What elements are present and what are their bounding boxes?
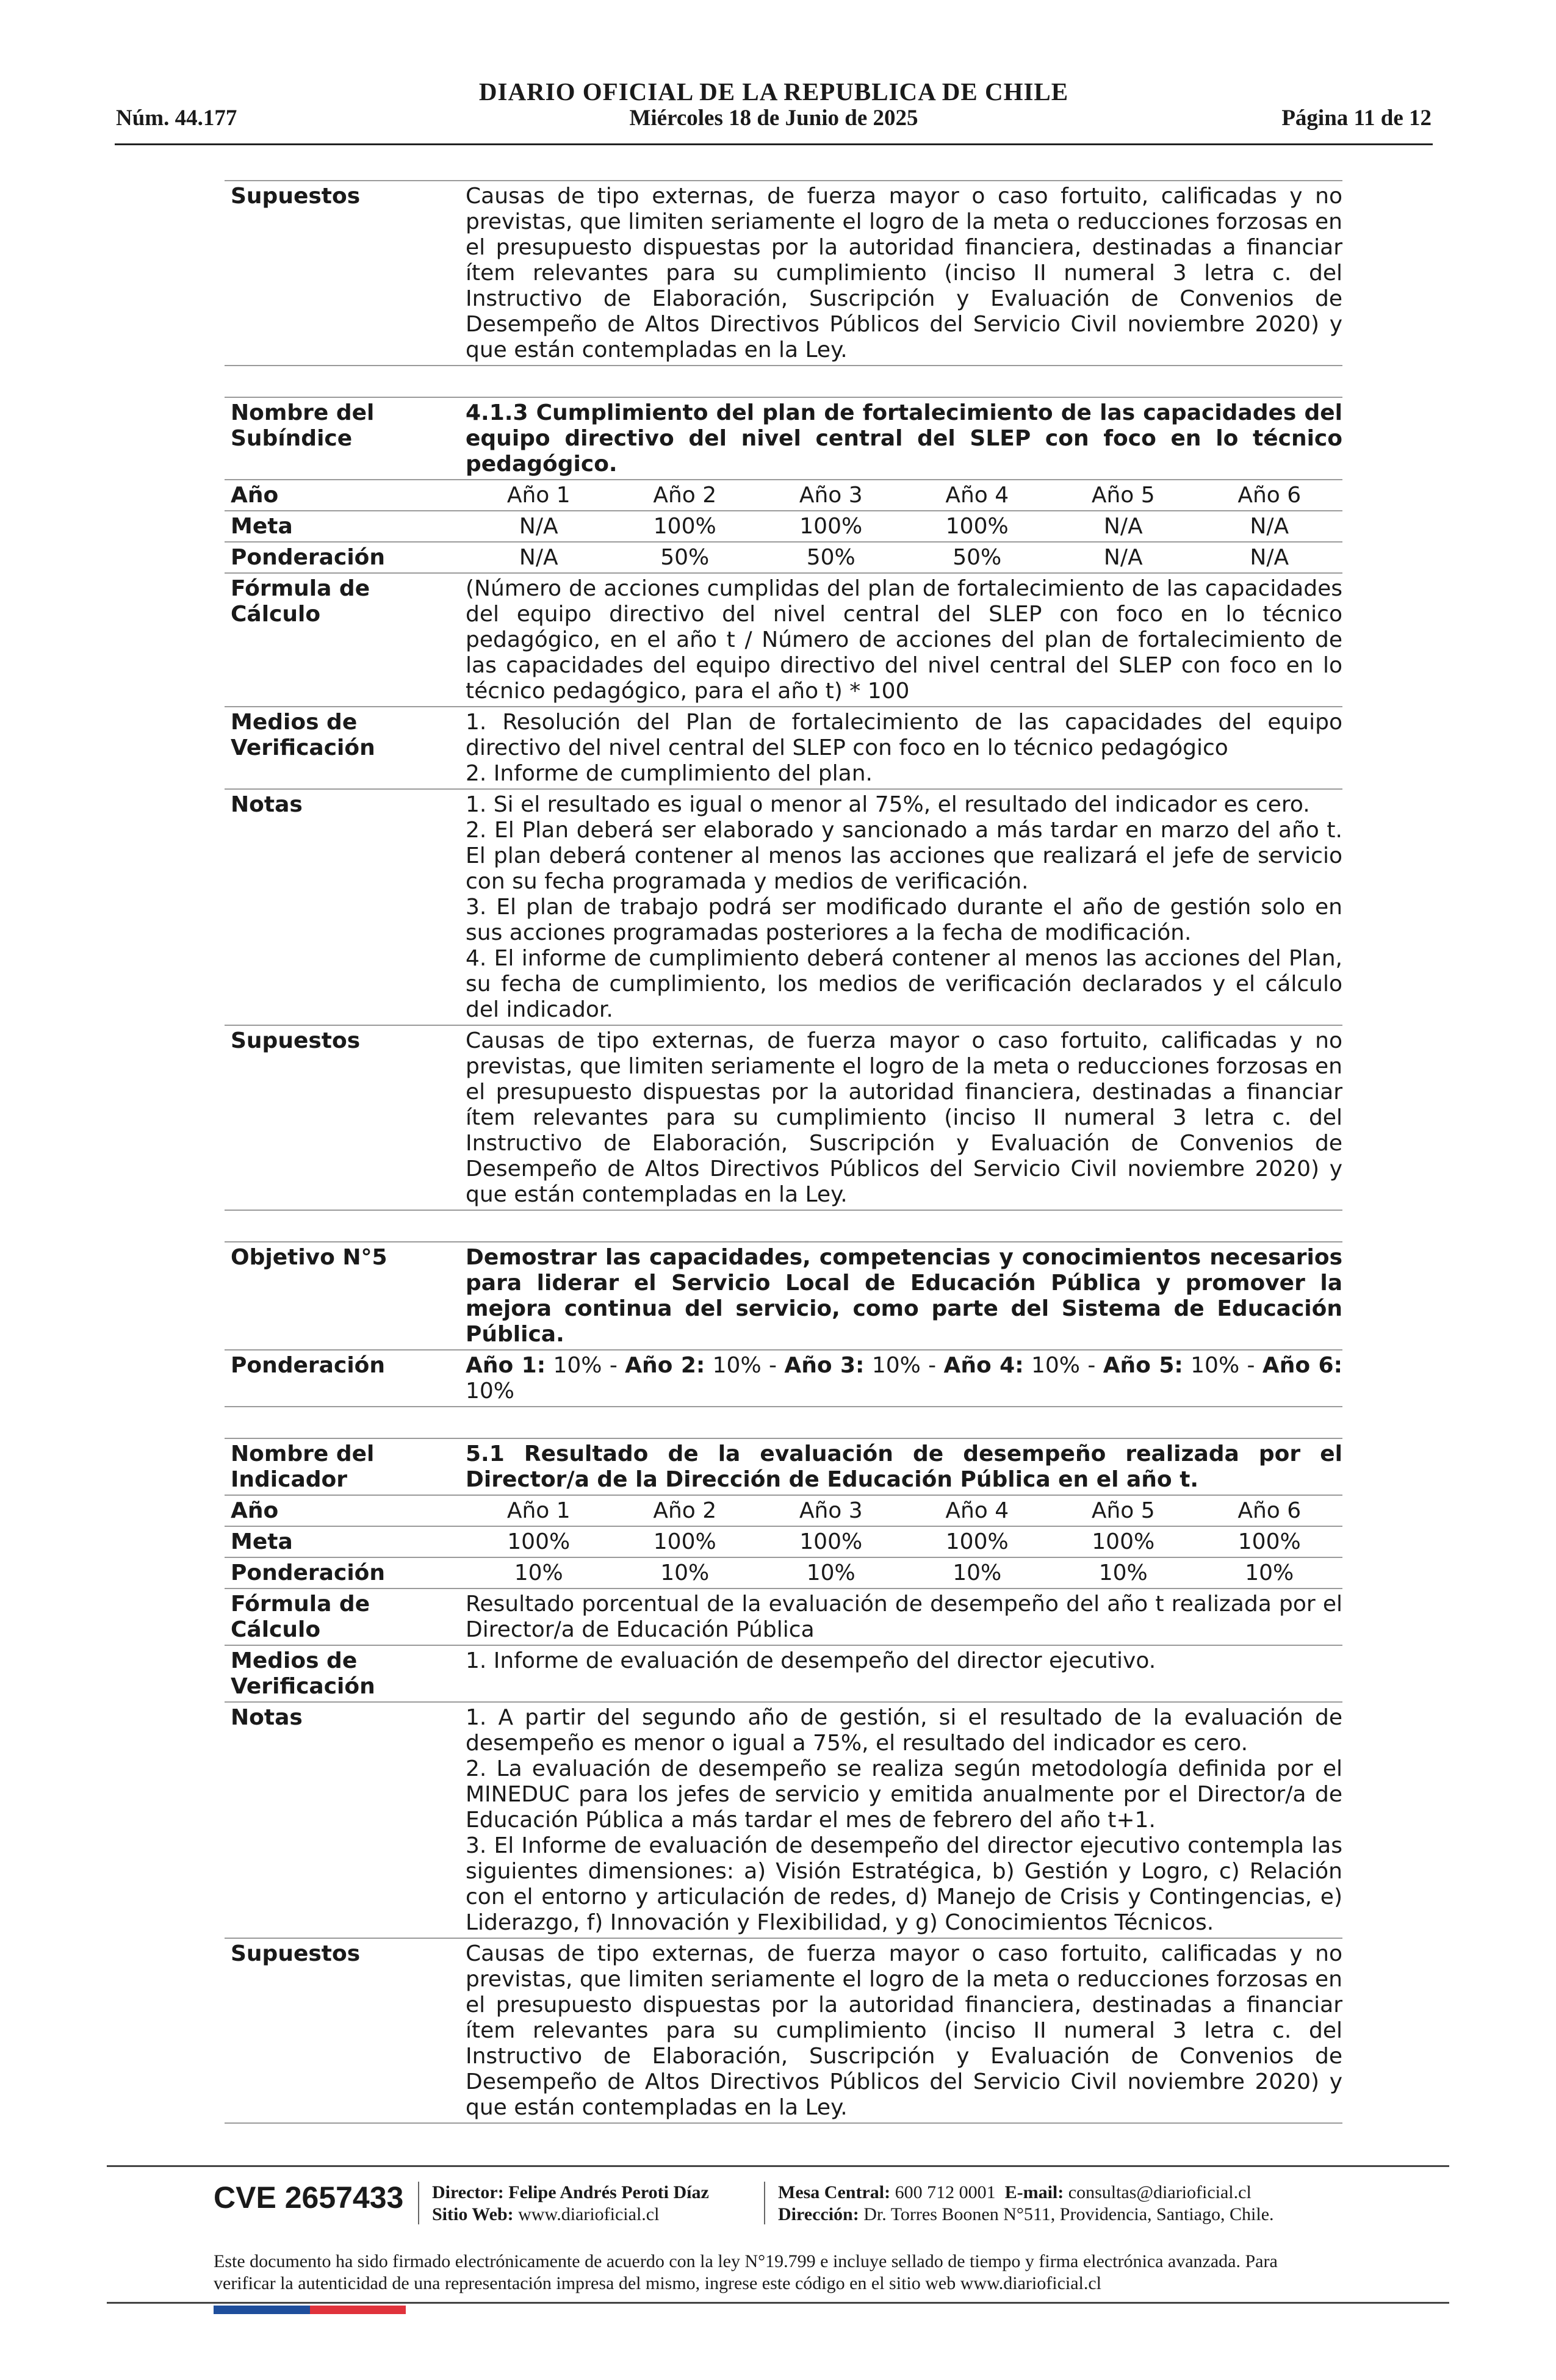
- notas-label: Notas: [231, 1705, 303, 1730]
- ponderacion-row: [225, 1557, 1342, 1588]
- pond-sep: -: [602, 1353, 625, 1378]
- supuestos-label: Supuestos: [231, 1941, 361, 1966]
- pond-sep: -: [1239, 1353, 1262, 1378]
- pond-year: Año 1:: [466, 1353, 546, 1378]
- footer-contact-info: [778, 2182, 1274, 2226]
- year-row: [225, 479, 1342, 510]
- year-cell: Año 3: [799, 483, 863, 508]
- medios-item: 2. Informe de cumplimiento del plan.: [466, 761, 873, 786]
- year-cell: Año 5: [1091, 483, 1155, 508]
- ponderacion-cell: 10%: [660, 1560, 710, 1585]
- pond-value: 10%: [712, 1353, 762, 1378]
- year-cell: Año 2: [653, 1498, 717, 1523]
- cve-code: CVE 2657433: [214, 2180, 404, 2215]
- nota-item: 2. La evaluación de desempeño se realiza según metodología definida por el MINEDUC para los jefes de servicio y emitida anualmente por el Director/a de Educación Pública a más tardar el mes de febrero del año t+1.: [466, 1756, 1342, 1833]
- footer-separator: [764, 2182, 765, 2224]
- nota-item: 4. El informe de cumplimiento deberá contener al menos las acciones del Plan, su fecha de cumplimiento, los medios de verificación declarados y el cálculo del indicador.: [466, 946, 1342, 1022]
- objetivo-ponderacion-value: [466, 1353, 1342, 1404]
- notas-row: [225, 1701, 1342, 1938]
- pond-sep: -: [761, 1353, 785, 1378]
- ponderacion-cell: N/A: [519, 545, 558, 570]
- legal-notice: Este documento ha sido firmado electrónicamente de acuerdo con la ley N°19.799 e incluye sellado de tiempo y firma electrónica avanzada. Para verificar la autenticidad de una representación impresa del mismo, ingrese este código en el sitio web www.diarioficial.cl: [214, 2251, 1278, 2293]
- pond-value: 10%: [1031, 1353, 1080, 1378]
- year-label: Año: [231, 483, 279, 508]
- year-cell: Año 5: [1091, 1498, 1155, 1523]
- medios-label: Medios de Verificación: [231, 710, 375, 760]
- medios-label: Medios de Verificación: [231, 1648, 375, 1699]
- supuestos-row: [225, 180, 1342, 366]
- nota-item: 1. A partir del segundo año de gestión, si el resultado de la evaluación de desempeño es menor o igual a 75%, el resultado del indicador es cero.: [466, 1705, 1342, 1756]
- name-value: 4.1.3 Cumplimiento del plan de fortalecimiento de las capacidades del equipo directivo del nivel central del SLEP con foco en lo técnico pedagógico.: [466, 400, 1342, 477]
- year-cell: Año 1: [506, 483, 571, 508]
- footer-bottom-divider: [107, 2302, 1449, 2304]
- mesa-value: 600 712 0001: [895, 2182, 996, 2202]
- supuestos-row: [225, 1025, 1342, 1211]
- name-value: 5.1 Resultado de la evaluación de desempeño realizada por el Director/a de la Dirección de Educación Pública en el año t.: [466, 1441, 1342, 1492]
- objetivo-block-5: [225, 1241, 1342, 1407]
- meta-cell: N/A: [1103, 514, 1143, 539]
- pond-year: Año 4:: [943, 1353, 1024, 1378]
- formula-row: [225, 572, 1342, 706]
- pond-sep: -: [1080, 1353, 1103, 1378]
- objetivo-row: [225, 1241, 1342, 1349]
- pond-year: Año 6:: [1262, 1353, 1342, 1378]
- ponderacion-cell: 10%: [514, 1560, 563, 1585]
- meta-cell: 100%: [945, 514, 1009, 539]
- medios-text: 1. Informe de evaluación de desempeño del director ejecutivo.: [466, 1648, 1156, 1673]
- supuestos-text: Causas de tipo externas, de fuerza mayor o caso fortuito, calificadas y no previstas, que limiten seriamente el logro de la meta o reducciones forzosas en el presupuesto dispuestas por la autoridad financiera, destinadas a financiar ítem relevantes para su cumplimiento (inciso II numeral 3 letra c. del Instructivo de Elaboración, Suscripción y Evaluación de Convenios de Desempeño de Altos Directivos Públicos del Servicio Civil noviembre 2020) y que están contempladas en la Ley.: [466, 1028, 1342, 1207]
- name-label: Nombre del Indicador: [231, 1441, 375, 1492]
- mesa-label: Mesa Central:: [778, 2182, 891, 2202]
- meta-cell: 100%: [799, 1529, 863, 1554]
- formula-row: [225, 1588, 1342, 1645]
- pond-value: 10%: [553, 1353, 602, 1378]
- supuestos-text: Causas de tipo externas, de fuerza mayor o caso fortuito, calificadas y no previstas, que limiten seriamente el logro de la meta o reducciones forzosas en el presupuesto dispuestas por la autoridad financiera, destinadas a financiar ítem relevantes para su cumplimiento (inciso II numeral 3 letra c. del Instructivo de Elaboración, Suscripción y Evaluación de Convenios de Desempeño de Altos Directivos Públicos del Servicio Civil noviembre 2020) y que están contempladas en la Ley.: [466, 184, 1342, 362]
- footer-divider: [107, 2165, 1449, 2167]
- nota-item: 1. Si el resultado es igual o menor al 75%, el resultado del indicador es cero.: [466, 792, 1310, 817]
- direccion-value: Dr. Torres Boonen N°511, Providencia, Santiago, Chile.: [863, 2204, 1274, 2224]
- indicator-block-continuation: [225, 180, 1342, 366]
- medios-item: 1. Resolución del Plan de fortalecimiento de las capacidades del equipo directivo del nivel central del SLEP con foco en lo técnico pedagógico: [466, 710, 1342, 760]
- pond-value: 10%: [1190, 1353, 1240, 1378]
- nota-item: 3. El Informe de evaluación de desempeño del director ejecutivo contempla las siguientes dimensiones: a) Visión Estratégica, b) Gestión y Logro, c) Relación con el entorno y articulación de redes, d) Manejo de Crisis y Contingencias, e) Liderazgo, f) Innovación y Flexibilidad, y g) Conocimientos Técnicos.: [466, 1833, 1342, 1935]
- meta-cell: N/A: [519, 514, 558, 539]
- email-link[interactable]: consultas@diarioficial.cl: [1068, 2182, 1252, 2202]
- year-cell: Año 3: [799, 1498, 863, 1523]
- supuestos-label: Supuestos: [231, 1028, 361, 1053]
- ponderacion-cell: 10%: [1098, 1560, 1148, 1585]
- nota-item: 2. El Plan deberá ser elaborado y sancionado a más tardar en marzo del año t. El plan deberá contener al menos las acciones que realizará el jefe de servicio con su fecha programada y medios de verificación.: [466, 818, 1342, 894]
- meta-cell: 100%: [507, 1529, 571, 1554]
- meta-cell: N/A: [1250, 514, 1289, 539]
- ponderacion-cell: 10%: [1245, 1560, 1294, 1585]
- meta-cell: 100%: [653, 1529, 716, 1554]
- meta-label: Meta: [231, 514, 293, 539]
- email-label: E-mail:: [1004, 2182, 1064, 2202]
- objetivo-ponderacion-row: [225, 1349, 1342, 1407]
- meta-cell: 100%: [945, 1529, 1009, 1554]
- pond-value: 10%: [871, 1353, 921, 1378]
- pond-sep: -: [920, 1353, 944, 1378]
- newspaper-title: DIARIO OFICIAL DE LA REPUBLICA DE CHILE: [478, 78, 1069, 106]
- objetivo-label: Objetivo N°5: [231, 1245, 387, 1270]
- sitio-label: Sitio Web:: [432, 2204, 514, 2224]
- document-body: [225, 180, 1342, 2124]
- formula-text: Resultado porcentual de la evaluación de desempeño del año t realizada por el Director/a de Educación Pública: [466, 1592, 1342, 1642]
- year-label: Año: [231, 1498, 279, 1523]
- ponderacion-cell: 50%: [660, 545, 710, 570]
- year-cell: Año 6: [1237, 483, 1302, 508]
- supuestos-row: [225, 1938, 1342, 2124]
- year-cell: Año 4: [945, 483, 1009, 508]
- pond-year: Año 2:: [625, 1353, 705, 1378]
- formula-label: Fórmula de Cálculo: [231, 576, 370, 627]
- year-cell: Año 6: [1237, 1498, 1302, 1523]
- publication-date: Miércoles 18 de Junio de 2025: [629, 106, 918, 131]
- formula-text: (Número de acciones cumplidas del plan de fortalecimiento de las capacidades del equipo directivo del nivel central del SLEP con foco en lo técnico pedagógico, en el año t / Número de acciones del plan de fortalecimiento de las capacidades del equipo directivo del nivel central del SLEP con foco en lo técnico pedagógico, para el año t) * 100: [466, 576, 1342, 704]
- objetivo-value: Demostrar las capacidades, competencias y conocimientos necesarios para liderar el Servicio Local de Educación Pública y promover la mejora continua del servicio, como parte del Sistema de Educación Pública.: [466, 1245, 1342, 1347]
- meta-cell: 100%: [799, 514, 863, 539]
- supuestos-text: Causas de tipo externas, de fuerza mayor o caso fortuito, calificadas y no previstas, que limiten seriamente el logro de la meta o reducciones forzosas en el presupuesto dispuestas por la autoridad financiera, destinadas a financiar ítem relevantes para su cumplimiento (inciso II numeral 3 letra c. del Instructivo de Elaboración, Suscripción y Evaluación de Convenios de Desempeño de Altos Directivos Públicos del Servicio Civil noviembre 2020) y que están contempladas en la Ley.: [466, 1941, 1342, 2120]
- pond-year: Año 5:: [1103, 1353, 1183, 1378]
- ponderacion-cell: 50%: [806, 545, 855, 570]
- page-number: Página 11 de 12: [1281, 106, 1432, 131]
- ponderacion-cell: N/A: [1250, 545, 1289, 570]
- director-name: Felipe Andrés Peroti Díaz: [508, 2182, 709, 2202]
- ponderacion-label: Ponderación: [231, 1560, 386, 1585]
- flag-stripe: [214, 2306, 406, 2314]
- year-row: [225, 1495, 1342, 1526]
- ponderacion-label: Ponderación: [231, 1353, 386, 1378]
- ponderacion-cell: N/A: [1103, 545, 1143, 570]
- year-cell: Año 4: [945, 1498, 1009, 1523]
- notas-row: [225, 788, 1342, 1025]
- supuestos-label: Supuestos: [231, 184, 361, 209]
- name-row: [225, 1438, 1342, 1495]
- nota-item: 3. El plan de trabajo podrá ser modificado durante el año de gestión solo en sus acciones programadas posteriores a la fecha de modificación.: [466, 895, 1342, 945]
- pond-year: Año 3:: [784, 1353, 865, 1378]
- subindice-block-4-1-3: [225, 397, 1342, 1211]
- ponderacion-cell: 50%: [953, 545, 1002, 570]
- direccion-label: Dirección:: [778, 2204, 859, 2224]
- meta-cell: 100%: [1092, 1529, 1155, 1554]
- footer-director-info: [432, 2182, 709, 2226]
- name-label: Nombre del Subíndice: [231, 400, 375, 451]
- ponderacion-cell: 10%: [806, 1560, 855, 1585]
- name-row: [225, 397, 1342, 479]
- notas-label: Notas: [231, 792, 303, 817]
- ponderacion-label: Ponderación: [231, 545, 386, 570]
- flag-blue-segment: [214, 2306, 310, 2314]
- meta-row: [225, 510, 1342, 541]
- flag-red-segment: [310, 2306, 406, 2314]
- footer-separator: [418, 2182, 419, 2224]
- meta-row: [225, 1526, 1342, 1557]
- meta-cell: 100%: [1237, 1529, 1301, 1554]
- ponderacion-row: [225, 541, 1342, 572]
- ponderacion-cell: 10%: [953, 1560, 1002, 1585]
- sitio-link[interactable]: www.diarioficial.cl: [518, 2204, 660, 2224]
- director-label: Director:: [432, 2182, 504, 2202]
- medios-row: [225, 1645, 1342, 1701]
- meta-cell: 100%: [653, 514, 716, 539]
- indicador-block-5-1: [225, 1438, 1342, 2124]
- year-cell: Año 1: [506, 1498, 571, 1523]
- page-header: [115, 73, 1433, 145]
- issue-number: Núm. 44.177: [116, 106, 237, 131]
- meta-label: Meta: [231, 1529, 293, 1554]
- medios-row: [225, 706, 1342, 788]
- formula-label: Fórmula de Cálculo: [231, 1592, 370, 1642]
- year-cell: Año 2: [653, 483, 717, 508]
- pond-value: 10%: [466, 1379, 515, 1404]
